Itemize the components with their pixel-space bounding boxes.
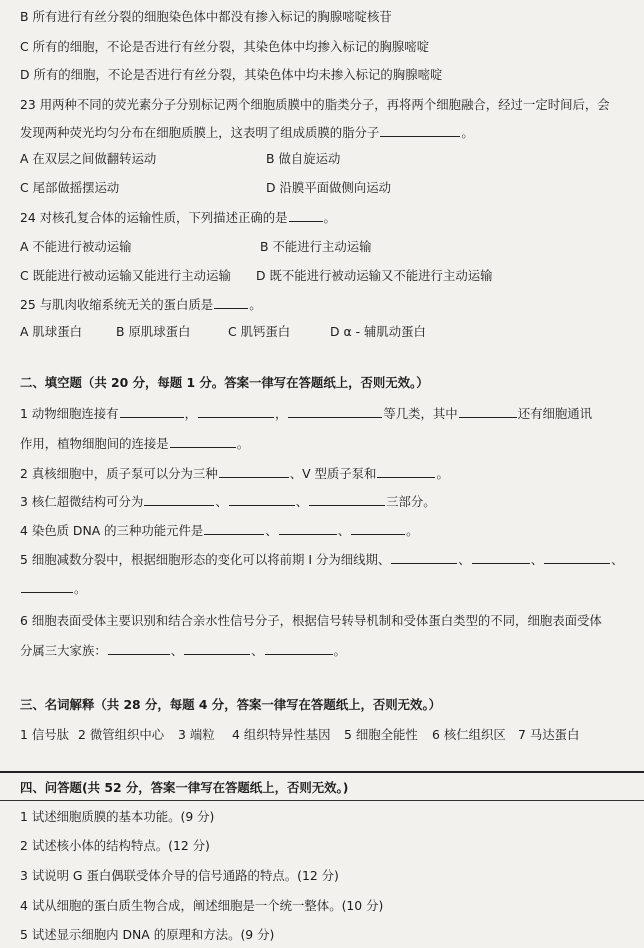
answer-blank[interactable] — [198, 405, 274, 418]
term-item: 5 细胞全能性 — [344, 727, 418, 742]
q25-option-c: C 肌钙蛋白 — [228, 324, 291, 339]
term-item: 3 端粒 — [178, 727, 215, 742]
term-item: 4 组织特异性基因 — [232, 727, 331, 742]
fill-q1-line2: 作用，植物细胞间的连接是 。 — [20, 436, 250, 451]
q23-option-d: D 沿膜平面做侧向运动 — [266, 180, 391, 195]
answer-blank[interactable] — [214, 296, 248, 309]
part4-heading: 四、问答题(共 52 分，答案一律写在答题纸上，否则无效。) — [20, 780, 349, 795]
q23-stem-line2: 发现两种荧光均匀分布在细胞质膜上，这表明了组成质膜的脂分子 。 — [20, 125, 474, 140]
fill-q2: 2 真核细胞中，质子泵可以分为三种 、V 型质子泵和 。 — [20, 466, 449, 481]
q25-option-d: D α - 辅肌动蛋白 — [330, 324, 426, 339]
fill-q5-line2: 。 — [20, 580, 636, 597]
divider-top — [0, 771, 644, 773]
answer-blank[interactable] — [380, 124, 460, 137]
essay-question: 1 试述细胞质膜的基本功能。(9 分) — [20, 809, 215, 824]
essay-question: 2 试述核小体的结构特点。(12 分) — [20, 838, 210, 853]
q22-option-b: B 所有进行有丝分裂的细胞染色体中都没有掺入标记的胸腺嘧啶核苷 — [20, 9, 392, 24]
answer-blank[interactable] — [472, 551, 530, 564]
answer-blank[interactable] — [184, 642, 250, 655]
q24-stem: 24 对核孔复合体的运输性质，下列描述正确的是 。 — [20, 210, 336, 225]
part3-heading: 三、名词解释（共 28 分，每题 4 分，答案一律写在答题纸上，否则无效。） — [20, 697, 442, 712]
fill-q3: 3 核仁超微结构可分为 、 、 三部分。 — [20, 494, 436, 509]
q23-stem-text: 发现两种荧光均匀分布在细胞质膜上，这表明了组成质膜的脂分子 — [20, 125, 380, 140]
term-item: 2 微管组织中心 — [78, 727, 165, 742]
answer-blank[interactable] — [544, 551, 610, 564]
q24-option-a: A 不能进行被动运输 — [20, 239, 132, 254]
fill-q1-line1: 1 动物细胞连接有 ， ， 等几类，其中 还有细胞通讯 — [20, 406, 593, 421]
answer-blank[interactable] — [229, 493, 295, 506]
q24-option-b: B 不能进行主动运输 — [260, 239, 372, 254]
fill-q4: 4 染色质 DNA 的三种功能元件是 、 、 。 — [20, 523, 419, 538]
answer-blank[interactable] — [351, 522, 405, 535]
essay-question: 3 试说明 G 蛋白偶联受体介导的信号通路的特点。(12 分) — [20, 868, 339, 883]
answer-blank[interactable] — [391, 551, 457, 564]
answer-blank[interactable] — [108, 642, 170, 655]
term-item: 1 信号肽 — [20, 727, 69, 742]
fill-q6-line2: 分属三大家族： 、 、 。 — [20, 643, 346, 658]
q25-stem: 25 与肌肉收缩系统无关的蛋白质是 。 — [20, 297, 262, 312]
answer-blank[interactable] — [21, 580, 73, 593]
answer-blank[interactable] — [120, 405, 184, 418]
q24-option-d: D 既不能进行被动运输又不能进行主动运输 — [256, 268, 493, 283]
q23-option-a: A 在双层之间做翻转运动 — [20, 151, 157, 166]
q22-option-d: D 所有的细胞，不论是否进行有丝分裂，其染色体中均未掺入标记的胸腺嘧啶 — [20, 67, 443, 82]
fill-q5-line1: 5 细胞减数分裂中，根据细胞形态的变化可以将前期 I 分为细线期、 、 、 、 — [20, 552, 624, 567]
answer-blank[interactable] — [170, 435, 236, 448]
q23-option-c: C 尾部做摇摆运动 — [20, 180, 120, 195]
essay-question: 5 试述显示细胞内 DNA 的原理和方法。(9 分) — [20, 927, 275, 942]
answer-blank[interactable] — [377, 465, 435, 478]
answer-blank[interactable] — [265, 642, 333, 655]
answer-blank[interactable] — [459, 405, 517, 418]
answer-blank[interactable] — [309, 493, 385, 506]
q23-option-b: B 做自旋运动 — [266, 151, 341, 166]
q25-option-b: B 原肌球蛋白 — [116, 324, 191, 339]
answer-blank[interactable] — [144, 493, 214, 506]
term-item: 7 马达蛋白 — [518, 727, 580, 742]
answer-blank[interactable] — [288, 405, 382, 418]
answer-blank[interactable] — [279, 522, 337, 535]
answer-blank[interactable] — [219, 465, 289, 478]
part2-heading: 二、填空题（共 20 分，每题 1 分。答案一律写在答题纸上，否则无效。） — [20, 375, 429, 390]
q24-option-c: C 既能进行被动运输又能进行主动运输 — [20, 268, 231, 283]
q23-stem-line1: 23 用两种不同的荧光素分子分别标记两个细胞质膜中的脂类分子，再将两个细胞融合，经过一定时间后，会 — [20, 97, 610, 112]
q25-option-a: A 肌球蛋白 — [20, 324, 82, 339]
divider-bottom — [0, 800, 644, 801]
fill-q6-line1: 6 细胞表面受体主要识别和结合亲水性信号分子，根据信号转导机制和受体蛋白类型的不同，细胞表面受体 — [20, 613, 602, 628]
answer-blank[interactable] — [289, 209, 323, 222]
term-item: 6 核仁组织区 — [432, 727, 506, 742]
essay-question: 4 试从细胞的蛋白质生物合成，阐述细胞是一个统一整体。(10 分) — [20, 898, 384, 913]
q22-option-c: C 所有的细胞，不论是否进行有丝分裂，其染色体中均掺入标记的胸腺嘧啶 — [20, 39, 430, 54]
answer-blank[interactable] — [204, 522, 264, 535]
